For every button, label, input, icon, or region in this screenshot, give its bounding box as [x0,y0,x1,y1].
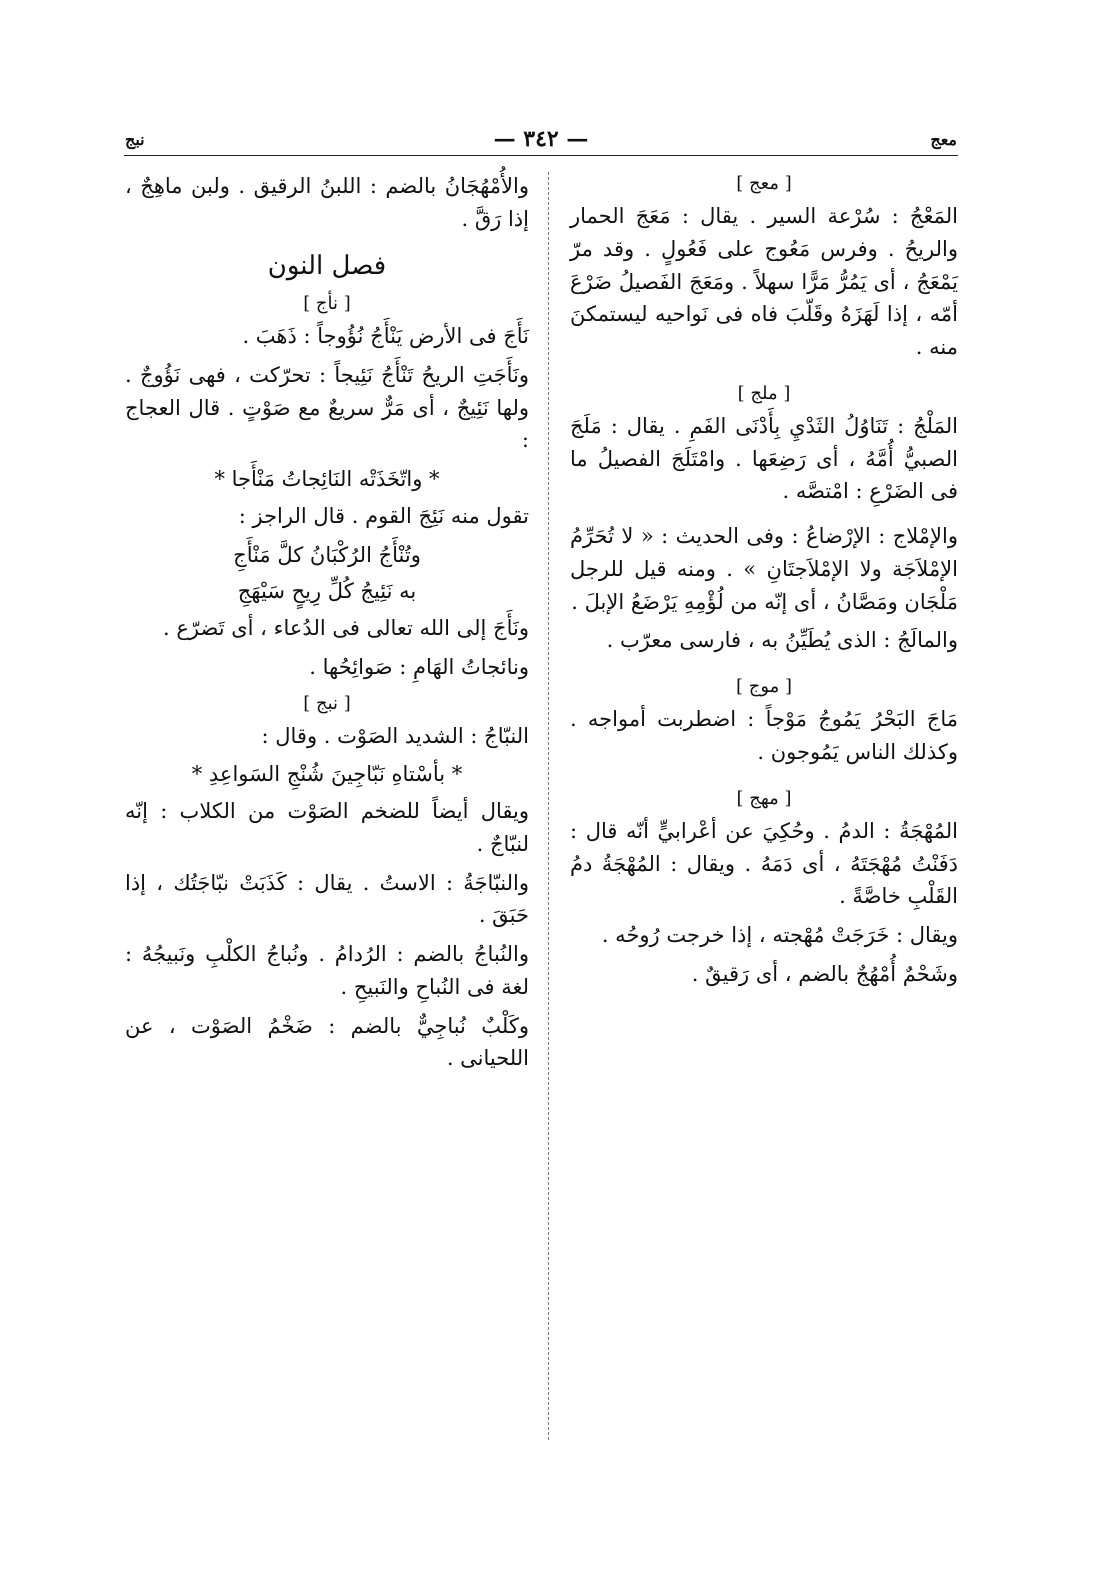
verse-line: به نَئِيجُ كُلِّ رِيحٍ سَيْهَجِ [237,579,417,604]
entry-tag-maj: [ معج ] [736,173,792,194]
entry-paragraph: تقول منه نَئِجَ القوم . قال الراجز : [238,503,529,528]
column-separator [548,172,549,1440]
left-headword: نبج [125,130,145,149]
entry-paragraph: والنبّاجَةُ : الاستُ . يقال : كَذَبَتْ نبّاجَتُك ، إذا حَبَقَ . [125,870,529,928]
entry-tag-mawj: [ موج ] [735,676,793,698]
entry-tag-naaj: [ نأج ] [303,293,351,315]
entry-tag-malj: [ ملج ] [737,382,791,404]
right-column [570,170,958,997]
entry-paragraph: ويقال : خَرَجَتْ مُهْجته ، إذا خرجت رُوحُه . [601,923,958,948]
entry-paragraph: والمالَجُ : الذى يُطَيِّنُ به ، فارسى معرّب . [606,628,958,653]
entry-paragraph: والإمْلاج : الإرْضاعُ : وفى الحديث : « لا تُحَرِّمُ الإمْلاَجَة ولا الإمْلاَجتَانِ » . ومنه قيل للرجل مَلْجَان ومَصَّانُ ، أى إنّه من لُؤْمِهِ يَرْضَعُ الإبلَ . [570,524,958,614]
verse-line: * واتّخَذَتْه النَائِجاتُ مَنْأَجا * [214,467,440,492]
page-header [125,126,957,158]
right-headword: معج [930,130,957,149]
left-column [125,170,529,1081]
entry-tag-nabj: [ نبج ] [303,692,351,714]
entry-paragraph: مَاجَ البَحْرُ يَمُوجُ مَوْجاً : اضطربت أمواجه . وكذلك الناس يَمُوجون . [570,707,958,764]
entry-paragraph: وشَحْمٌ أُمْهُجٌ بالضم ، أى رَقيقٌ . [691,961,958,986]
entry-paragraph: والنُباجُ بالضم : الرُدامُ . ونُباجُ الكلْبِ ونَبيجُهُ : لغة فى النُباحِ والنَبيحِ . [125,942,529,999]
entry-paragraph: ونَأَجَتِ الريحُ تَنْأَجُ نَئِيجاً : تحرّكت ، فهى نَؤُوجٌ . ولها نَئِيجٌ ، أى مَرٌّ سريعٌ مع صَوْتٍ . قال العجاج : [125,362,529,453]
entry-paragraph: والأُمْهُجَانُ بالضم : اللبنُ الرقيق . ولبن ماهِجٌ ، إذا رَقَّ . [125,174,529,231]
entry-paragraph: وكَلْبٌ نُباجِيٌّ بالضم : ضَخْمُ الصَوْت ، عن اللحيانى . [125,1013,529,1071]
entry-paragraph: نَأَجَ فى الأرض يَنْأَجُ نُؤُوجاً : ذَهَبَ . [242,324,529,349]
entry-paragraph: النبّاجُ : الشديد الصَوْت . وقال : [261,723,529,748]
entry-paragraph: المَلْجُ : تَنَاوُلُ الثَدْيِ بِأَدْنَى الفَمِ . يقال : مَلَجَ الصبيُّ أُمَّهُ ، أى رَضِعَها . وامْتَلَجَ الفصيلُ ما فى الضَرْعِ : امْتصَّه . [570,413,958,504]
entry-paragraph: ونائجاتُ الهَامِ : صَوائِحُها . [309,654,529,679]
verse-line: وتُنْأَجُ الرُكْبَانُ كلَّ مَنْأَجِ [233,542,421,567]
entry-tag-mahj: [ مهج ] [736,787,792,809]
section-title: فصل النون [267,250,387,281]
verse-line: * بأسْتاهِ نَبّاجِينَ شُنْجِ السَواعِدِ * [191,762,463,787]
entry-paragraph: ونَأَجَ إلى الله تعالى فى الدُعاء ، أى تَضرّع . [163,616,529,641]
entry-paragraph: المَعْجُ : سُرْعة السير . يقال : مَعَجَ الحمار والريحُ . وفرس مَعُوج على فَعُولٍ . وقد مرّ يَمْعَجُ ، أى يَمُرُّ مَرًّا سهلاً . ومَعَجَ الفَصيلُ ضَرْعَ أمّه ، إذا لَهَزَهُ وقَلّبَ فاه فى نَواحيه ليستمكنَ منه . [570,204,958,360]
header-rule [124,155,958,156]
entry-paragraph: ويقال أيضاً للضخم الصَوْت من الكلاب : إنّه لنبّاجٌ . [125,799,529,856]
page-number: — ٣٤٢ — [493,126,589,152]
entry-paragraph: المُهْجَةُ : الدمُ . وحُكِيَ عن أعْرابيٍّ أنّه قال : دَفَنْتُ مُهْجَتَهُ ، أى دَمَهُ . ويقال : المُهْجَةُ دمُ القَلْبِ خاصَّةً . [570,818,958,909]
